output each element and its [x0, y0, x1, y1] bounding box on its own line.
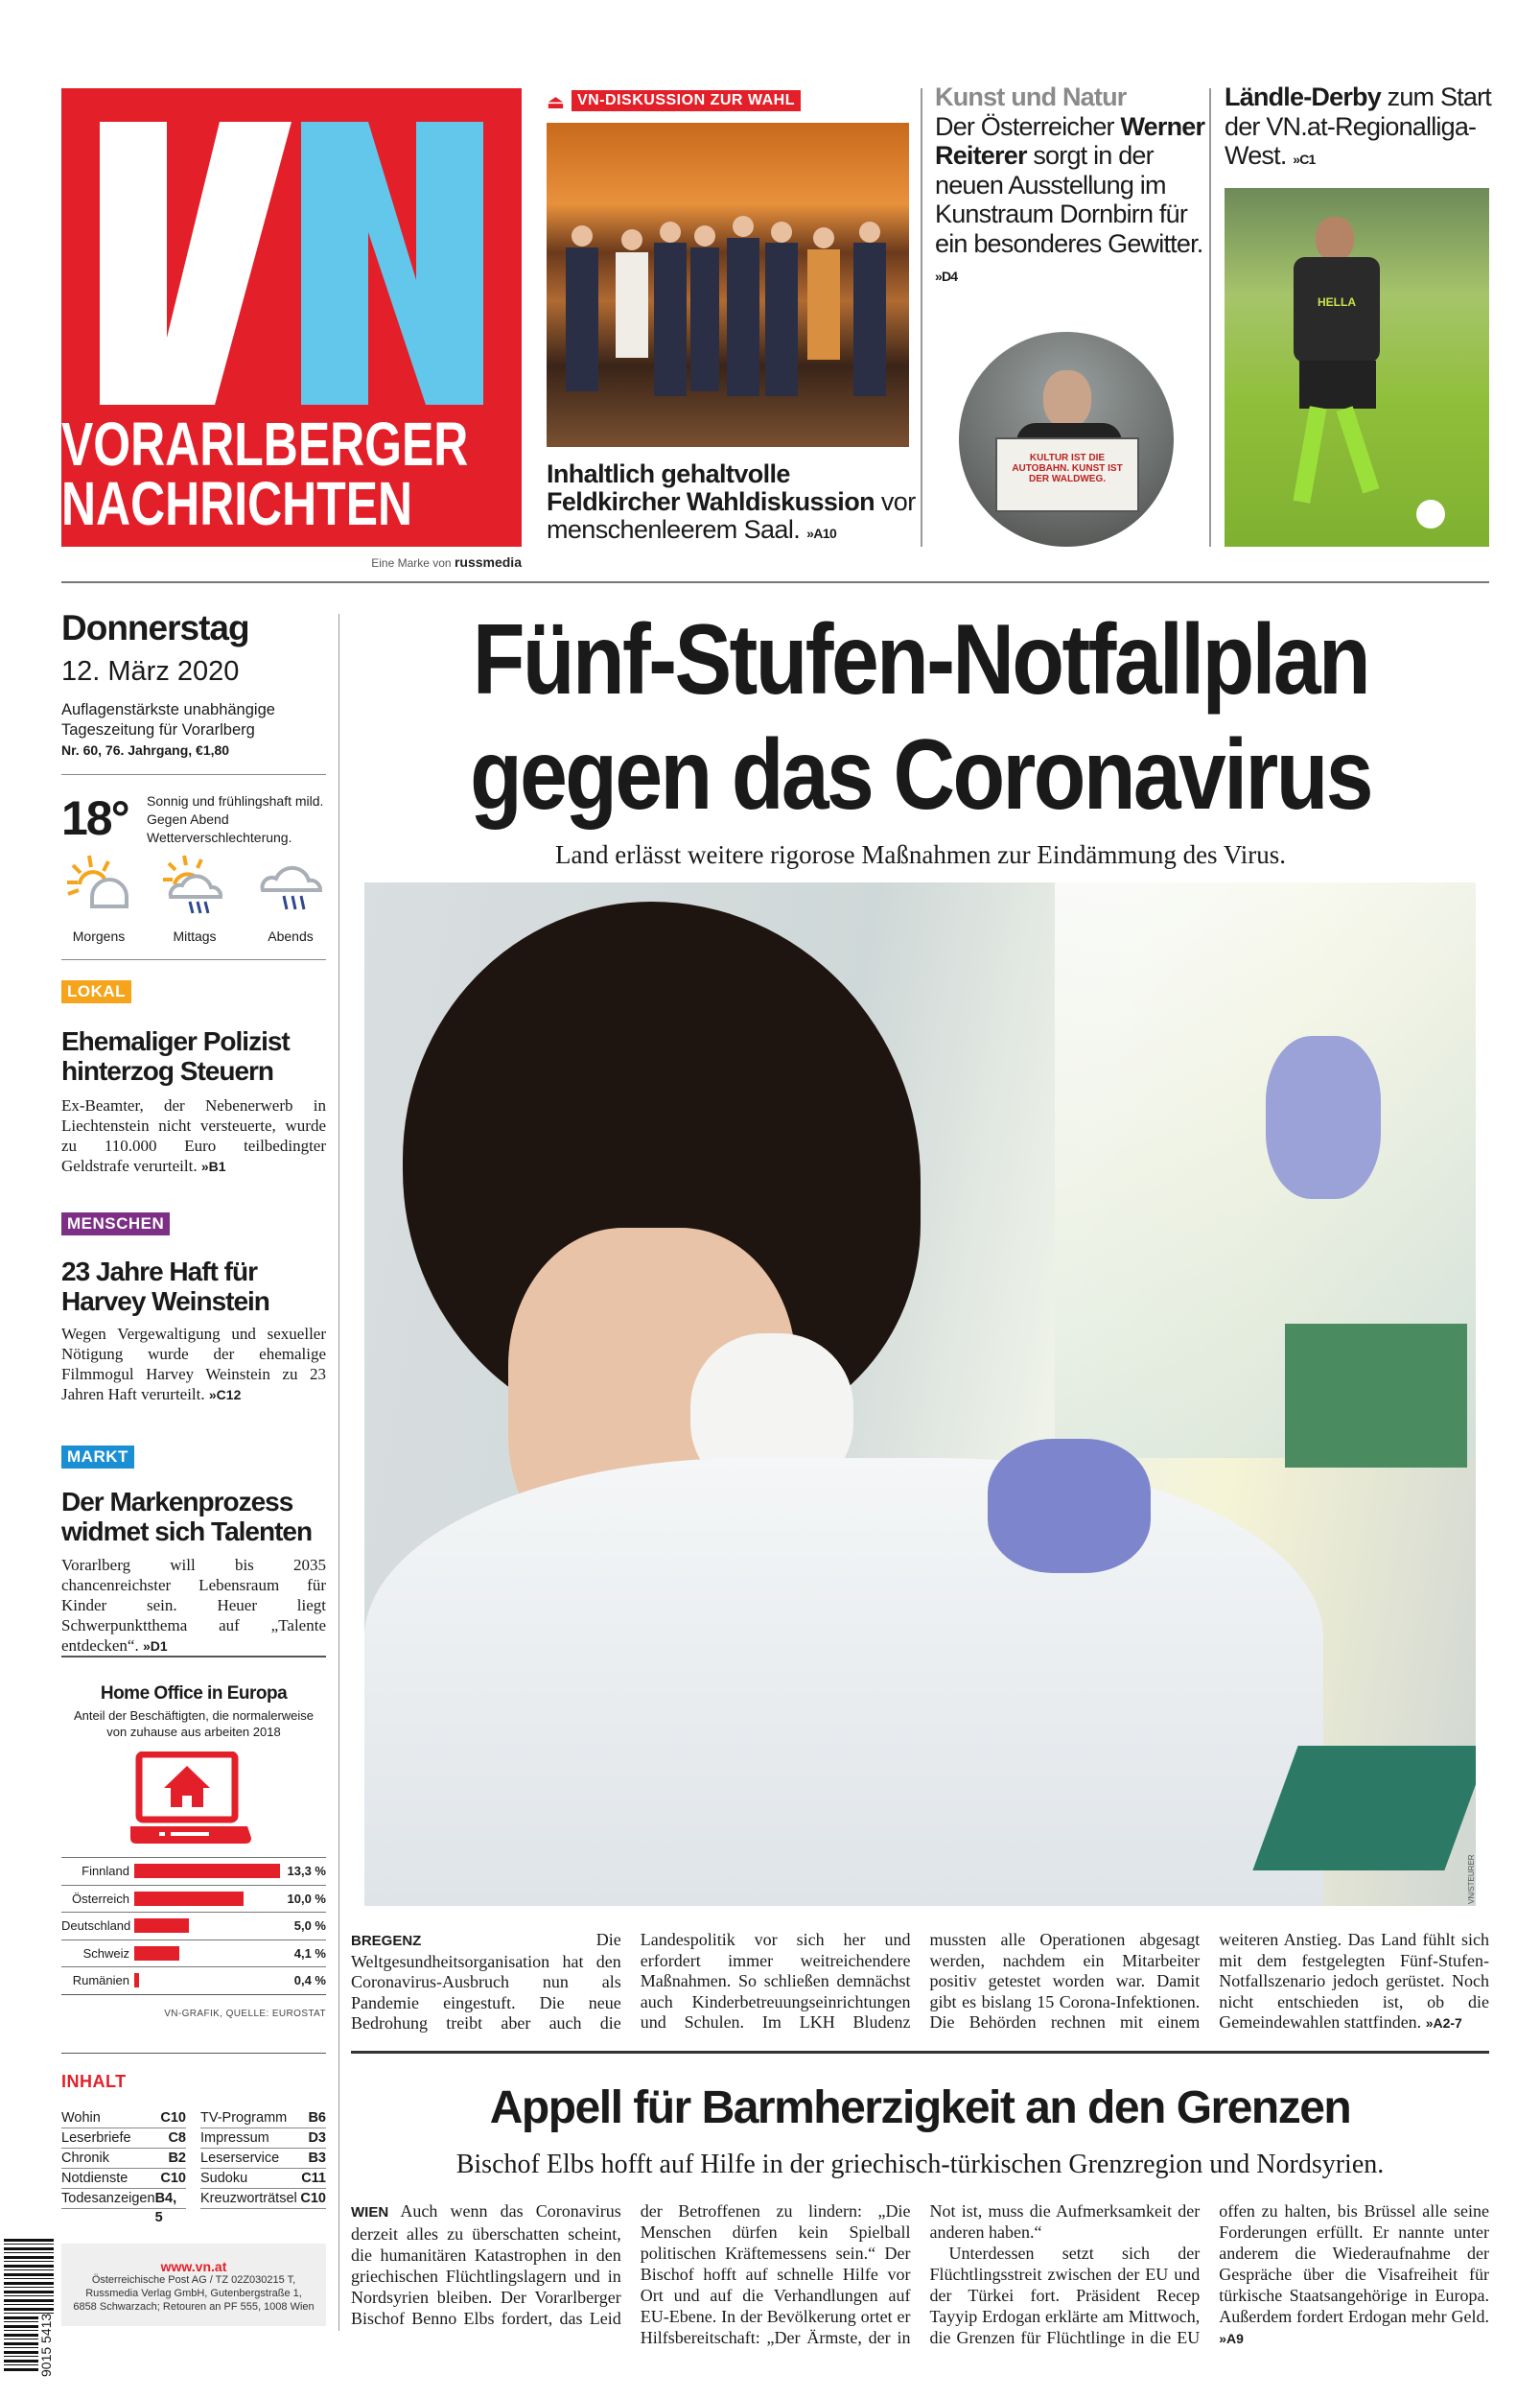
teaser-photo-podium — [547, 123, 909, 447]
teaser-photo-football: HELLA — [1225, 188, 1489, 547]
inhalt-item[interactable]: Leserservice B3 — [200, 2149, 326, 2169]
category-label: Schweiz — [82, 1945, 129, 1961]
inhalt-item[interactable]: Sudoku C11 — [200, 2169, 326, 2189]
lead-photo-lab — [364, 882, 1476, 1906]
value-label: 4,1 % — [293, 1945, 326, 1961]
weather-text: Sonnig und frühlingshaft mild. Gegen Abend Wetterverschlechterung. — [147, 793, 324, 845]
category-label: Deutschland — [61, 1918, 131, 1933]
story-headline: Ehemaliger Polizist hinterzog Steuern — [61, 1026, 290, 1086]
inhalt-title: INHALT — [61, 2072, 127, 2091]
weather-label: Morgens — [72, 929, 126, 944]
story-body: Vorarlberg will bis 2035 chancenreichster Lebensraum für Kinder sein. Heuer liegt Schwerpunktthema auf „Talente entdecken“. »D1 — [61, 1556, 326, 1655]
value-label: 10,0 % — [287, 1891, 326, 1906]
chart-row — [61, 1885, 326, 1912]
story-body: Ex-Beamter, der Nebenerwerb in Liechtenstein nicht versteuerte, wurde zu 110.000 Euro teilbedingter Geldstrafe verurteilt. »B1 — [61, 1096, 326, 1175]
sign: KULTUR IST DIE AUTOBAHN. KUNST IST DER WALDWEG. — [995, 437, 1139, 512]
page-ref: »A10 — [806, 526, 837, 541]
teaser-headline: Inhaltlich gehaltvolle Feldkircher Wahldiskussion — [547, 459, 875, 516]
bar — [134, 1918, 189, 1933]
bar — [134, 1864, 280, 1878]
inhalt-item[interactable]: Impressum D3 — [200, 2128, 326, 2149]
weekday: Donnerstag — [61, 608, 249, 647]
story-headline: 23 Jahre Haft für Harvey Weinstein — [61, 1257, 269, 1316]
inhalt-item[interactable]: Chronik B2 — [61, 2149, 186, 2169]
value-label: 13,3 % — [287, 1864, 326, 1878]
column-divider — [1209, 88, 1211, 547]
sun-cloud-icon — [65, 854, 132, 916]
category-label: Finnland — [82, 1864, 129, 1878]
logo-name-line2: NACHRICHTEN — [61, 469, 413, 538]
second-body: WIEN Auch wenn das Coronavirus derzeit alles zu überschatten scheint, die humanitären Katastrophen in den griechischen Flüchtlingslagern und in Nordsyrien bleiben. Der Vorarlberger Bischof Benno Elbs fordert, das Leid der Betroffenen zu lindern: „Die Menschen dürfen kein Spielball politischen Kräftemessens sein.“ Der Bischof hofft auf schnelle Hilfe vor Ort und auf die Verhandlungen auf EU-Ebene. In der Bevölkerung ortet er Hilfsbereitschaft: „Der Ärmste, der in Not ist, muss die Aufmerksamkeit der anderen haben.“ Unterdessen setzt sich der Flüchtlingsstreit zwischen der EU und der Türkei fort. Präsident Recep Tayyip Erdogan erklärte am Mittwoch, die Grenzen für Flüchtlinge in die EU offen zu halten, bis Brüssel alle seine Forderungen erfüllt. Er nannte unter anderem die Wiederaufnahme der Gespräche über die Visafreiheit für türkische Staatsangehörige in Europa. Außerdem fordert Erdogan mehr Geld. »A9 — [351, 2201, 1489, 2347]
inhalt-item[interactable]: TV-Programm B6 — [200, 2108, 326, 2128]
bar — [134, 1892, 244, 1906]
category-label: Rumänien — [72, 1973, 129, 1987]
tagline: Auflagenstärkste unabhängige Tageszeitung für Vorarlberg — [61, 701, 275, 739]
barcode-number: 9015 5413 — [38, 2313, 54, 2377]
brand-note: Eine Marke von russmedia — [371, 554, 522, 570]
section-badge-markt: MARKT — [61, 1446, 134, 1469]
inhalt-item[interactable]: Kreuzworträtsel C10 — [200, 2189, 326, 2209]
chart-title: Home Office in Europa — [100, 1683, 288, 1704]
laptop-home-icon — [130, 1751, 255, 1847]
weather-label: Mittags — [173, 929, 217, 944]
bar — [134, 1946, 179, 1961]
teaser-kicker: Kunst und Natur — [935, 82, 1127, 111]
inhalt-item[interactable]: Notdienste C10 — [61, 2169, 186, 2189]
chart-row — [61, 1966, 326, 1993]
chart-row — [61, 1940, 326, 1966]
weather-label: Abends — [268, 929, 314, 944]
section-badge: VN-DISKUSSION ZUR WAHL — [572, 90, 801, 111]
second-subhead: Bischof Elbs hofft auf Hilfe in der griechisch-türkischen Grenzregion und Nordsyrien. — [455, 2150, 1385, 2179]
temperature: 18° — [61, 791, 128, 845]
chart-baseline — [61, 1994, 326, 1995]
cloud-rain-icon — [259, 854, 326, 916]
russmedia-logo: russmedia — [454, 554, 522, 570]
inhalt-item[interactable]: Wohin C10 — [61, 2108, 186, 2128]
category-label: Österreich — [72, 1891, 129, 1906]
lead-headline-line1: Fünf-Stufen-Notfallplan — [472, 604, 1369, 716]
vn-logo[interactable] — [61, 88, 522, 547]
sun-cloud-rain-icon — [163, 854, 230, 916]
teaser-photo-reiterer — [959, 332, 1174, 547]
section-badge-lokal: LOKAL — [61, 980, 131, 1003]
second-headline: Appell für Barmherzigkeit an den Grenzen — [489, 2082, 1351, 2133]
column-divider — [338, 614, 339, 2331]
value-label: 5,0 % — [293, 1918, 326, 1933]
chart-row — [61, 1912, 326, 1939]
inhalt-item[interactable]: Leserbriefe C8 — [61, 2128, 186, 2149]
story-headline: Der Markenprozess widmet sich Talenten — [61, 1487, 313, 1546]
chart-row — [61, 1857, 326, 1884]
bar — [134, 1973, 139, 1987]
section-badge-menschen: MENSCHEN — [61, 1212, 170, 1235]
lead-body: BREGENZ Die Weltgesundheitsorganisation hat den Coronavirus-Ausbruch nun als Pandemie eingestuft. Die neue Bedrohung treibt aber auch die Landespolitik vor sich her und erfordert immer weitreichendere Maßnahmen. So schließen demnächst auch Kinderbetreuungseinrichtungen und Schulen. Im LKH Bludenz mussten alle Operationen abgesagt werden, nachdem ein Mitarbeiter positiv getestet worden war. Damit gibt es bislang 15 Corona-Infektionen. Die Behörden rechnen mit einem weiteren Anstieg. Das Land fühlt sich mit dem festgelegten Fünf-Stufen-Notfallszenario jedoch gerüstet. Noch nicht entschieden ist, ob die Gemeindewahlen stattfinden. »A2-7 — [351, 1930, 1489, 2033]
value-label: 0,4 % — [293, 1973, 326, 1987]
story-body: Wegen Vergewaltigung und sexueller Nötigung wurde der ehemalige Filmmogul Harvey Weinstein zu 23 Jahren Haft verurteilt. »C12 — [61, 1325, 326, 1403]
issue-info: Nr. 60, 76. Jahrgang, €1,80 — [61, 742, 230, 758]
photo-credit: VN/STEURER — [1467, 1854, 1476, 1904]
column-divider — [921, 88, 922, 547]
lead-subhead: Land erlässt weitere rigorose Maßnahmen zur Eindämmung des Virus. — [555, 840, 1286, 869]
date: 12. März 2020 — [61, 656, 240, 687]
masthead-rule — [61, 581, 1489, 583]
inhalt-item[interactable]: Todesanzeigen B4, 5 — [61, 2189, 186, 2209]
footer-box: www.vn.at Österreichische Post AG / TZ 02Z030215 T, Russmedia Verlag GmbH, Gutenbergstraße 1, 6858 Schwarzach; Retouren an PF 555, 1008 Wien — [61, 2244, 326, 2326]
ballot-box-icon: ⏏ — [547, 92, 565, 113]
logo-name-line1: VORARLBERGER — [61, 410, 469, 479]
chart-subtitle: Anteil der Beschäftigten, die normalerweise von zuhause aus arbeiten 2018 — [73, 1708, 315, 1739]
website-link[interactable]: www.vn.at — [160, 2259, 227, 2274]
lead-headline-line2: gegen das Coronavirus — [470, 719, 1371, 831]
chart-source: VN-GRAFIK, QUELLE: EUROSTAT — [164, 2009, 326, 2019]
